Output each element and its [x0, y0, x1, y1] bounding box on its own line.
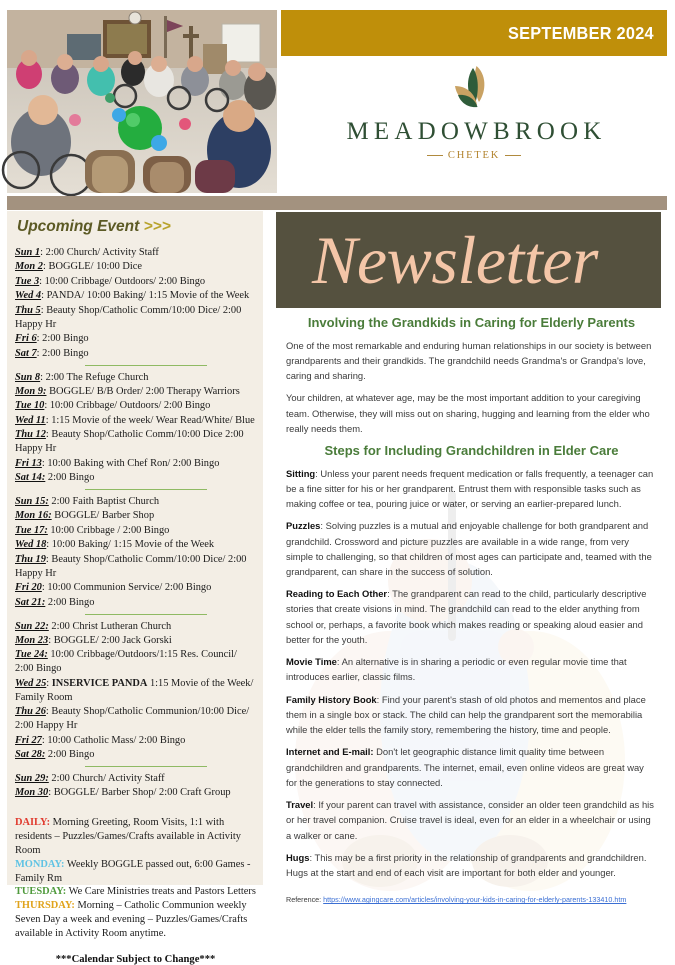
- article-steps: [286, 466, 657, 881]
- calendar-event-day: Tue 3: [15, 275, 40, 287]
- calendar-event-text: 2:00 Church/ Activity Staff: [45, 247, 159, 258]
- calendar-event-text: Beauty Shop/Catholic Comm/10:00 Dice/ 2:00 Happy Hr: [15, 304, 242, 330]
- article-step-text: If your parent can travel with assistance, consider an older teen grandchild as his or her travel companion. Cruise travel is ideal, even for an elder in a wheelchair or using a walker or cane.: [286, 799, 654, 841]
- article-step: Movie Time: An alternative is in sharing a periodic or even regular movie time that introduces earlier, classic films.: [286, 656, 627, 683]
- article-paragraph: One of the most remarkable and enduring human relationships in our society is between grandparents and their grandkids. The grandchild needs Grandma's or Grandpa's love, caring and sharing.: [286, 339, 652, 382]
- calendar-event-text: 10:00 Baking/ 1:15 Movie of the Week: [51, 539, 215, 551]
- article-step-label: Travel: [286, 799, 314, 811]
- article-step-label: Internet and E-mail:: [286, 746, 374, 758]
- weekly-routine-label: THURSDAY:: [15, 900, 75, 912]
- calendar-week-separator: [85, 614, 207, 615]
- calendar-title-text: Upcoming Event: [17, 218, 140, 235]
- calendar-event-text: 10:00 Cribbage/Outdoors/1:15 Res. Council/ 2:00 Bingo: [15, 649, 237, 675]
- header-photo: [7, 10, 277, 193]
- dash-left-icon: [427, 155, 443, 157]
- article-step: [286, 744, 657, 790]
- calendar-event-text: 10:00 Catholic Mass/ 2:00 Bingo: [47, 734, 186, 746]
- calendar-event-text: BOGGLE/ 10:00 Dice: [48, 261, 143, 273]
- article-headline: Involving the Grandkids in Caring for Elderly Parents: [307, 315, 636, 330]
- article-step-text: Don't let geographic distance limit quality time between grandchildren and grandparents. The internet, email, even online videos are great way for the generations to stay connected.: [286, 746, 644, 788]
- article-column: [270, 211, 667, 905]
- newsletter-banner-title: Newsletter: [312, 222, 598, 298]
- calendar-event-row: [15, 596, 256, 610]
- calendar-event-day: Mon 2: [15, 261, 44, 273]
- calendar-title-arrows: >>>: [143, 218, 171, 235]
- calendar-event-day: Fri 13: [15, 457, 42, 469]
- weekly-routine-label: TUESDAY:: [15, 886, 67, 898]
- calendar-event-day: Thu 5: [15, 304, 41, 316]
- calendar-event-row: [15, 471, 256, 485]
- calendar-event-day: Sun 22:: [15, 620, 49, 632]
- calendar-week-separator: [85, 365, 207, 366]
- calendar-event-text: BOGGLE/ Barber Shop: [54, 510, 155, 522]
- calendar-event-day: Sun 8: [15, 371, 41, 383]
- calendar-event-text: 2:00 The Refuge Church: [45, 371, 149, 383]
- article-step-label: Reading to Each Other: [286, 588, 388, 600]
- calendar-event-row: [15, 772, 256, 786]
- weekly-routine-row: [15, 858, 256, 886]
- article-step-label: Puzzles: [286, 520, 321, 532]
- calendar-week-group: [15, 246, 256, 361]
- calendar-event-row: Sun 1: 2:00 Church/ Activity Staff: [15, 247, 159, 258]
- logo-wordmark: MEADOWBROOK: [346, 118, 607, 145]
- calendar-event-day: Sat 7: [15, 347, 37, 359]
- calendar-event-text: 10:00 Baking with Chef Ron/ 2:00 Bingo: [47, 457, 220, 469]
- logo-city: CHETEK: [447, 150, 501, 161]
- calendar-event-row: [15, 495, 256, 509]
- activity-room-photo-illustration: [7, 10, 277, 193]
- calendar-event-row: Mon 23: BOGGLE/ 2:00 Jack Gorski: [15, 634, 172, 646]
- calendar-event-day: Tue 24:: [15, 649, 48, 661]
- calendar-event-day: Sat 14:: [15, 472, 46, 484]
- calendar-event-day: Thu 12: [15, 429, 46, 441]
- reference-label: Reference:: [286, 895, 322, 905]
- page-header: [0, 0, 675, 196]
- brand-logo: [281, 56, 667, 193]
- calendar-week-group: [15, 495, 256, 610]
- article-step: Travel: If your parent can travel with assistance, consider an older teen grandchild as his or her travel companion. Cruise travel is ideal, even for an elder in a wheelchair or using a walker or cane.: [286, 799, 654, 841]
- article-step-text: This may be a first priority in the relationship of grandparents and grandchildren. Hugs at the start and end of each visit are important for both elder and younger.: [286, 851, 647, 878]
- calendar-event-text: 2:00 Church/ Activity Staff: [51, 772, 165, 784]
- article-step-label: Movie Time: [286, 656, 337, 668]
- calendar-event-day: Sat 21:: [15, 596, 46, 608]
- calendar-week-separator: [85, 766, 207, 767]
- calendar-event-day: Sat 28:: [15, 748, 46, 760]
- weekly-routine-row: [15, 899, 256, 913]
- article-paragraph: Your children, at whatever age, may be the most important addition to your caregiving team. Otherwise, they will miss out on sharing, hugging and learning from the elder who really needs them.: [286, 392, 650, 434]
- calendar-event-day: Mon 30: [15, 787, 49, 799]
- calendar-event-row: Thu 12: Beauty Shop/Catholic Comm/10:00 Dice 2:00 Happy Hr: [15, 429, 244, 455]
- calendar-event-row: Fri 20: 10:00 Communion Service/ 2:00 Bingo: [15, 582, 212, 594]
- calendar-event-row: Wed 4: PANDA/ 10:00 Baking/ 1:15 Movie of the Week: [15, 290, 250, 302]
- leaf-logo-icon: [446, 64, 502, 116]
- calendar-event-emphasis: INSERVICE PANDA: [51, 677, 148, 689]
- calendar-event-row: Thu 19: Beauty Shop/Catholic Comm/10:00 Dice/ 2:00 Happy Hr: [15, 553, 247, 579]
- calendar-event-text: Beauty Shop/Catholic Communion/10:00 Dice/ 2:00 Happy Hr: [15, 706, 250, 732]
- steps-heading: Steps for Including Grandchildren in Elder Care: [324, 443, 619, 458]
- calendar-event-row: Thu 26: Beauty Shop/Catholic Communion/10:00 Dice/ 2:00 Happy Hr: [15, 706, 250, 732]
- calendar-event-text: PANDA/ 10:00 Baking/ 1:15 Movie of the Week: [46, 290, 250, 302]
- calendar-event-row: Mon 2: BOGGLE/ 10:00 Dice: [15, 261, 143, 273]
- calendar-event-day: Tue 17:: [15, 524, 48, 536]
- article-step: Reading to Each Other: The grandparent can read to the child, particularly descriptive stories that create visions in mind. The grandchild can read to the elder anything from school or, perhaps, a favorite book which makes reading or speaking aloud easier and better for the youth.: [286, 588, 647, 645]
- article-intro: [286, 338, 657, 436]
- calendar-event-day: Mon 16:: [15, 510, 52, 522]
- article-step-label: Sitting: [286, 467, 316, 479]
- calendar-event-day: Sun 29:: [15, 772, 49, 784]
- calendar-event-text: BOGGLE/ 2:00 Jack Gorski: [53, 634, 172, 646]
- calendar-event-day: Wed 18: [15, 539, 47, 551]
- article-body: [276, 308, 667, 906]
- article-step-label: Hugs: [286, 851, 310, 863]
- weekly-routine-text: Morning Greeting, Room Visits, 1:1 with residents – Puzzles/Games/Crafts available in Activity Room: [15, 817, 241, 856]
- weekly-routine-label: MONDAY:: [15, 858, 65, 870]
- reference-line: [286, 894, 657, 906]
- calendar-event-row: Wed 11: 1:15 Movie of the week/ Wear Read/White/ Blue: [15, 414, 255, 426]
- calendar-weeks: [15, 246, 256, 800]
- calendar-week-group: [15, 772, 256, 800]
- dash-right-icon: [505, 155, 521, 157]
- article-step-text: The grandparent can read to the child, particularly descriptive stories that create visions in mind. The grandchild can read to the elder anything from school or, perhaps, a favorite book which makes reading or speaking aloud easier and better for the youth.: [286, 588, 647, 645]
- calendar-event-row: Wed 25: INSERVICE PANDA 1:15 Movie of the Week/ Family Room: [15, 677, 254, 703]
- calendar-event-row: Fri 13: 10:00 Baking with Chef Ron/ 2:00 Bingo: [15, 457, 220, 469]
- weekly-routine-text: We Care Ministries treats and Pastors Letters: [66, 886, 256, 898]
- calendar-event-row: Mon 30: BOGGLE/ Barber Shop/ 2:00 Craft Group: [15, 787, 231, 799]
- month-banner: [281, 10, 667, 56]
- calendar-event-text: 10:00 Cribbage/ Outdoors/ 2:00 Bingo: [49, 400, 211, 412]
- logo-city-line: [427, 150, 521, 161]
- article-step: Puzzles: Solving puzzles is a mutual and enjoyable challenge for both grandparent and grandchild. Crossword and picture puzzles are available in a wide range, from very simple to challenging, so that children of most ages can participate and, teamed with the grandparent, can share in the success of solution.: [286, 520, 652, 577]
- calendar-week-group: [15, 371, 256, 486]
- article-step-label: Family History Book: [286, 693, 377, 705]
- calendar-event-row: [15, 748, 256, 762]
- calendar-event-text: 2:00 Bingo: [47, 748, 95, 760]
- calendar-event-row: [15, 509, 256, 523]
- weekly-routine-list: [15, 816, 256, 940]
- calendar-event-row: [15, 648, 256, 676]
- calendar-event-text: Beauty Shop/Catholic Comm/10:00 Dice/ 2:00 Happy Hr: [15, 553, 247, 579]
- calendar-event-text: 10:00 Communion Service/ 2:00 Bingo: [47, 582, 212, 594]
- calendar-event-text: 2:00 Bingo: [47, 596, 95, 608]
- calendar-event-text: 2:00 Bingo: [42, 333, 89, 345]
- calendar-event-day: Mon 23: [15, 634, 49, 646]
- calendar-event-day: Sun 15:: [15, 496, 49, 507]
- calendar-event-day: Thu 19: [15, 553, 46, 565]
- article-step-text: Find your parent's stash of old photos and mementos and place them in a single box or stack. The child can help the grandparent sort the memorabilia while the elder tells the family story, remembering the history, time and people.: [286, 693, 646, 736]
- calendar-event-row: Sun 8: 2:00 The Refuge Church: [15, 371, 149, 383]
- calendar-event-row: Tue 3: 10:00 Cribbage/ Outdoors/ 2:00 Bingo: [15, 275, 206, 287]
- calendar-title: [17, 218, 256, 236]
- weekly-routine-label: DAILY:: [15, 817, 51, 829]
- calendar-event-day: Fri 27: [15, 734, 42, 746]
- calendar-event-text: 1:15 Movie of the Week/ Family Room: [15, 677, 254, 703]
- weekly-routine-text: Weekly BOGGLE passed out, 6:00 Games - Family Rm: [15, 858, 251, 884]
- calendar-event-row: [15, 385, 256, 399]
- calendar-event-row: Fri 6: 2:00 Bingo: [15, 333, 89, 345]
- calendar-event-row: Fri 27: 10:00 Catholic Mass/ 2:00 Bingo: [15, 734, 186, 746]
- calendar-column: [7, 211, 263, 965]
- calendar-event-row: Tue 10: 10:00 Cribbage/ Outdoors/ 2:00 Bingo: [15, 400, 211, 412]
- calendar-event-day: Wed 4: [15, 290, 42, 302]
- calendar-event-day: Wed 25: [15, 677, 47, 689]
- calendar-event-text: 2:00 Bingo: [42, 347, 89, 359]
- article-step: Sitting: Unless your parent needs frequent medication or falls frequently, a teenager can be a fine sitter for his or her grandparent. Entrust them with responsible tasks such as making coffee or tea, pouring juice or water, or serving an earlier-prepared lunch.: [286, 467, 654, 510]
- calendar-event-text: 1:15 Movie of the week/ Wear Read/White/ Blue: [51, 414, 255, 426]
- article-step-text: An alternative is in sharing a periodic or even regular movie time that introduces earlier, classic films.: [286, 656, 627, 683]
- header-divider: [7, 196, 667, 210]
- calendar-event-text: 10:00 Cribbage / 2:00 Bingo: [50, 524, 170, 536]
- calendar-event-day: Sun 1: [15, 247, 41, 258]
- calendar-event-day: Fri 6: [15, 333, 37, 345]
- weekly-routine-text: Morning – Catholic Communion weekly: [74, 900, 247, 912]
- month-label: SEPTEMBER 2024: [508, 22, 654, 43]
- calendar-event-day: Wed 11: [15, 414, 46, 426]
- article-step-text: Unless your parent needs frequent medication or falls frequently, a teenager can be a fine sitter for his or her grandparent. Entrust them with responsible tasks such as making coffee or tea, pouring juice or water, or serving an earlier-prepared lunch.: [286, 467, 654, 510]
- weekly-routine-row: [15, 885, 256, 899]
- calendar-event-text: Beauty Shop/Catholic Comm/10:00 Dice 2:00 Happy Hr: [15, 429, 244, 455]
- subject-to-change-note: ***Calendar Subject to Change***: [55, 953, 216, 965]
- calendar-event-day: Thu 26: [15, 706, 46, 718]
- calendar-event-text: 10:00 Cribbage/ Outdoors/ 2:00 Bingo: [44, 275, 206, 287]
- calendar-week-separator: [85, 489, 207, 490]
- article-step: Family History Book: Find your parent's stash of old photos and mementos and place them in a single box or stack. The child can help the grandparent sort the memorabilia while the elder tells the family story, remembering the history, time and people.: [286, 693, 646, 736]
- calendar-event-row: [15, 620, 256, 634]
- calendar-event-row: [15, 524, 256, 538]
- calendar-event-text: 2:00 Faith Baptist Church: [51, 496, 160, 507]
- calendar-event-row: Sat 7: 2:00 Bingo: [15, 347, 89, 359]
- reference-link[interactable]: https://www.agingcare.com/articles/involving-your-kids-in-caring-for-elderly-parents-133410.htm: [323, 895, 627, 905]
- calendar-event-day: Tue 10: [15, 400, 45, 412]
- calendar-event-row: Thu 5: Beauty Shop/Catholic Comm/10:00 Dice/ 2:00 Happy Hr: [15, 304, 242, 330]
- calendar-event-text: 2:00 Bingo: [47, 472, 95, 484]
- calendar-event-text: BOGGLE/ B/B Order/ 2:00 Therapy Warriors: [49, 385, 240, 397]
- weekly-routine-text: Seven Day a week and evening – Puzzles/Games/Crafts available in Activity Room anytime.: [15, 914, 248, 939]
- calendar-event-text: 2:00 Christ Lutheran Church: [51, 620, 172, 632]
- article-step-text: Solving puzzles is a mutual and enjoyable challenge for both grandparent and grandchild. Crossword and picture puzzles are available in a wide range, from very simple to challenging, so that children of most ages can participate and, teamed with the grandparent, can share in the success of solution.: [286, 520, 652, 577]
- newsletter-banner: [276, 212, 661, 308]
- weekly-routine-row: [15, 913, 256, 941]
- calendar-event-day: Mon 9:: [15, 385, 47, 397]
- calendar-event-row: Wed 18: 10:00 Baking/ 1:15 Movie of the Week: [15, 539, 215, 551]
- article-step: Hugs: This may be a first priority in the relationship of grandparents and grandchildren. Hugs at the start and end of each visit are important for both elder and younger.: [286, 851, 647, 878]
- weekly-routine-row: [15, 816, 256, 857]
- calendar-week-group: [15, 620, 256, 762]
- calendar-event-text: BOGGLE/ Barber Shop/ 2:00 Craft Group: [53, 787, 231, 799]
- calendar-event-day: Fri 20: [15, 582, 42, 594]
